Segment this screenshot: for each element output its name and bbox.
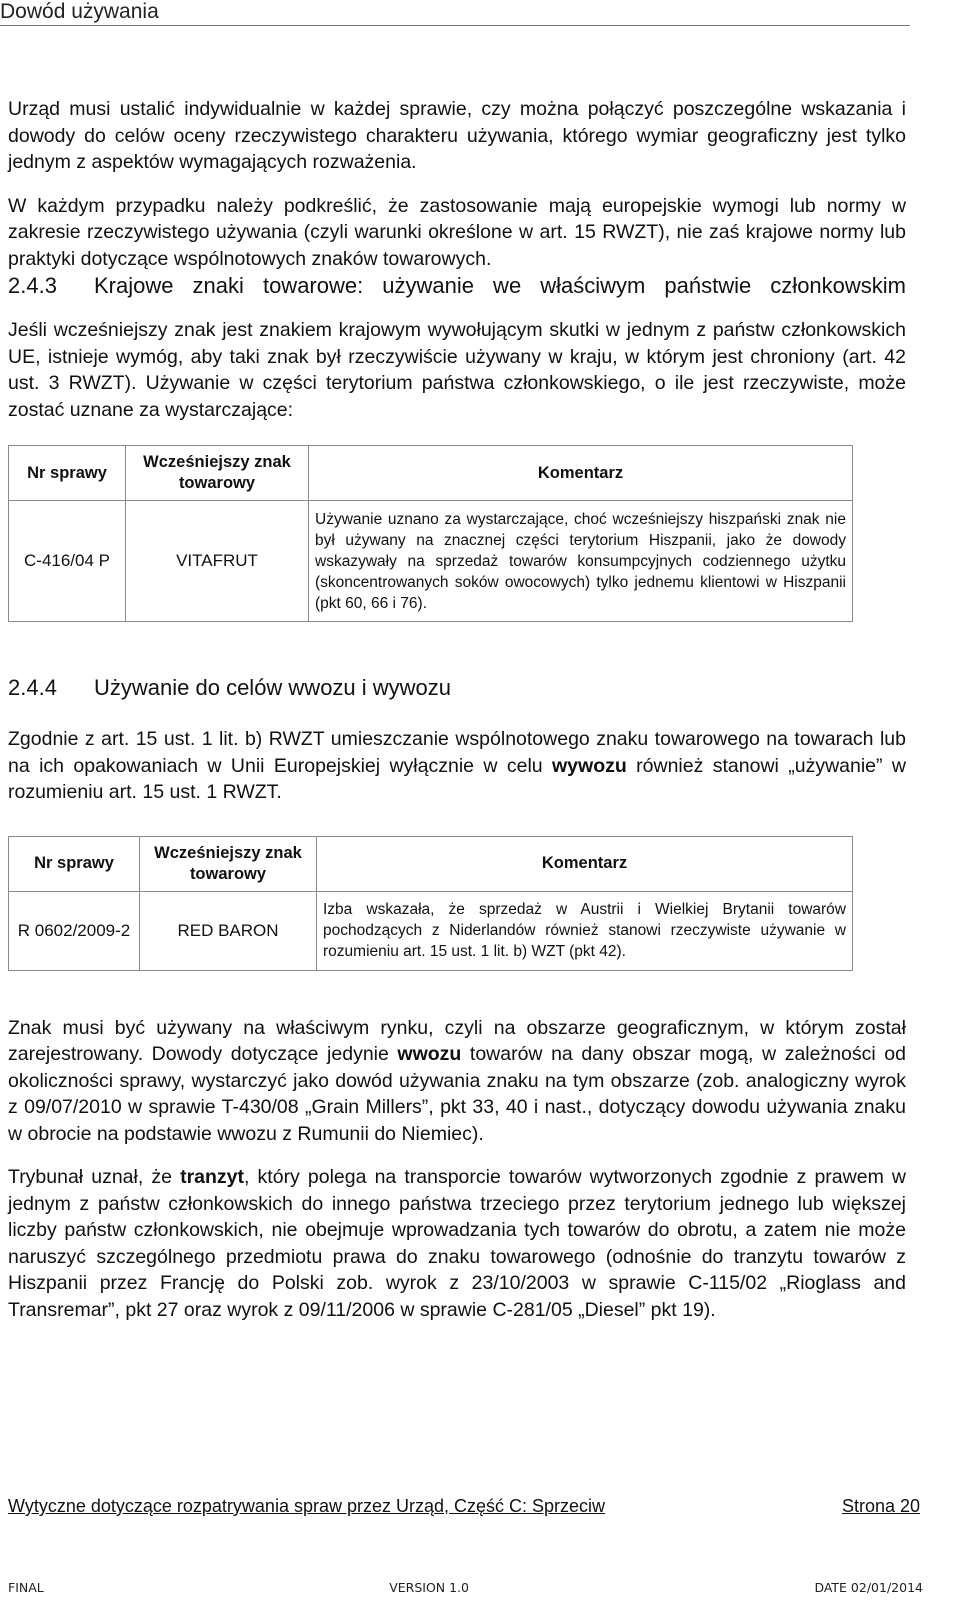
paragraph-relevant-market bbox=[8, 1015, 906, 1148]
section-title: Używanie do celów wwozu i wywozu bbox=[94, 675, 452, 700]
footer-guidelines-title: Wytyczne dotyczące rozpatrywania spraw przez Urząd, Część C: Sprzeciw bbox=[8, 1496, 606, 1516]
footer-page-number: Strona 20 bbox=[841, 1496, 920, 1516]
bold-term-transit: tranzyt bbox=[180, 1166, 245, 1188]
table-row bbox=[9, 501, 853, 622]
column-header-case: Nr sprawy bbox=[9, 836, 140, 891]
section-title: Krajowe znaki towarowe: używanie we właściwym państwie członkowskim bbox=[94, 273, 906, 298]
table-header-row bbox=[9, 836, 853, 891]
bold-term-export: wywozu bbox=[552, 754, 627, 777]
column-header-comment: Komentarz bbox=[317, 836, 853, 891]
bold-term-import: wwozu bbox=[397, 1043, 462, 1065]
paragraph-transit bbox=[8, 1164, 906, 1323]
section-number: 2.4.4 bbox=[8, 675, 57, 700]
case-number-cell: R 0602/2009-2 bbox=[9, 891, 140, 970]
paragraph-national-marks: Jeśli wcześniejszy znak jest znakiem krajowym wywołującym skutki w jednym z państw członkowskich UE, istnieje wymóg, aby taki znak był rzeczywiście używany w kraju, w którym jest chroniony (art. 42 ust. 3 RWZT). Używanie w części terytorium państwa członkowskiego, o ile jest rzeczywiste, może zostać uznane za wystarczające: bbox=[8, 319, 906, 421]
paragraph-export-use bbox=[8, 726, 906, 806]
page-header-title: Dowód używania bbox=[0, 0, 159, 23]
section-number: 2.4.3 bbox=[8, 273, 57, 298]
case-number-cell: C-416/04 P bbox=[9, 501, 126, 622]
column-header-mark: Wcześniejszy znak towarowy bbox=[140, 836, 317, 891]
footer-document-title bbox=[8, 1495, 920, 1517]
text-run: Trybunał uznał, że bbox=[8, 1166, 181, 1188]
document-body bbox=[8, 96, 906, 1323]
footer-date: DATE 02/01/2014 bbox=[814, 1580, 923, 1595]
column-header-mark: Wcześniejszy znak towarowy bbox=[126, 446, 309, 501]
footer-version-bar bbox=[8, 1580, 923, 1595]
table-row bbox=[9, 891, 853, 970]
case-table-red-baron bbox=[8, 836, 853, 971]
text-run: towarów na dany obszar mogą, w zależności od okoliczności sprawy, wystarczyć jako dowód używania znaku na tym obszarze (zob. analogiczny wyrok z 09/07/2010 w sprawie T-430/08 „Grain Millers”, pkt 33, 40 i nast., dotyczący dowodu używania znaku w obrocie na podstawie wwozu z Rumunii do Niemiec). bbox=[8, 1043, 906, 1145]
footer-version: VERSION 1.0 bbox=[389, 1580, 469, 1595]
text-run: , który polega na transporcie towarów wytworzonych zgodnie z prawem w jednym z państw członkowskich do innego państwa trzeciego przez terytorium jednego lub większej liczby państw członkowskich, nie obejmuje wprowadzania tych towarów do obrotu, a zatem nie może naruszyć szczególnego przedmiotu prawa do znaku towarowego (odnośnie do tranzytu towarów z Hiszpanii przez Francję do Polski zob. wyrok z 23/10/2003 w sprawie C-115/02 „Rioglass and Transremar”, pkt 27 oraz wyrok z 09/11/2006 w sprawie C-281/05 „Diesel” pkt 19). bbox=[8, 1166, 907, 1321]
comment-cell: Używanie uznano za wystarczające, choć wcześniejszy hiszpański znak nie był używany na znacznej części terytorium Hiszpanii, jako że dowody wskazywały na sprzedaż towarów konsumpcyjnych codziennego użytku (skoncentrowanych soków owocowych) tylko jednemu klientowi w Hiszpanii (pkt 60, 66 i 76). bbox=[309, 501, 853, 622]
earlier-mark-cell: RED BARON bbox=[140, 891, 317, 970]
table-header-row bbox=[9, 446, 853, 501]
section-heading-2-4-3 bbox=[8, 272, 906, 300]
text-run: Znak musi być używany na właściwym rynku, czyli na obszarze geograficznym, w którym został zarejestrowany. Dowody dotyczące jedynie bbox=[8, 1016, 906, 1065]
comment-cell: Izba wskazała, że sprzedaż w Austrii i Wielkiej Brytanii towarów pochodzących z Niderlandów również stanowi rzeczywiste używanie w rozumieniu art. 15 ust. 1 lit. b) WZT (pkt 42). bbox=[317, 891, 853, 970]
header-rule bbox=[0, 25, 910, 26]
earlier-mark-cell: VITAFRUT bbox=[126, 501, 309, 622]
paragraph-european-standards: W każdym przypadku należy podkreślić, że zastosowanie mają europejskie wymogi lub normy w zakresie rzeczywistego używania (czyli warunki określone w art. 15 RWZT), nie zaś krajowe normy lub praktyki dotyczące wspólnotowych znaków towarowych. bbox=[8, 194, 906, 270]
footer-status: FINAL bbox=[8, 1580, 44, 1595]
paragraph-individual-assessment: Urząd musi ustalić indywidualnie w każdej sprawie, czy można połączyć poszczególne wskazania i dowody do celów oceny rzeczywistego charakteru używania, którego wymiar geograficzny jest tylko jednym z aspektów wymagających rozważenia. bbox=[8, 98, 906, 173]
column-header-case: Nr sprawy bbox=[9, 446, 126, 501]
text-run: Zgodnie z art. 15 ust. 1 lit. b) RWZT umieszczanie wspólnotowego znaku towarowego na towarach lub na ich opakowaniach w Unii Europejskiej wyłącznie w celu bbox=[8, 728, 906, 777]
text-run: również stanowi „używanie” w rozumieniu art. 15 ust. 1 RWZT. bbox=[8, 754, 906, 803]
column-header-comment: Komentarz bbox=[309, 446, 853, 501]
section-heading-2-4-4 bbox=[8, 674, 906, 702]
case-table-vitafrut bbox=[8, 445, 853, 622]
